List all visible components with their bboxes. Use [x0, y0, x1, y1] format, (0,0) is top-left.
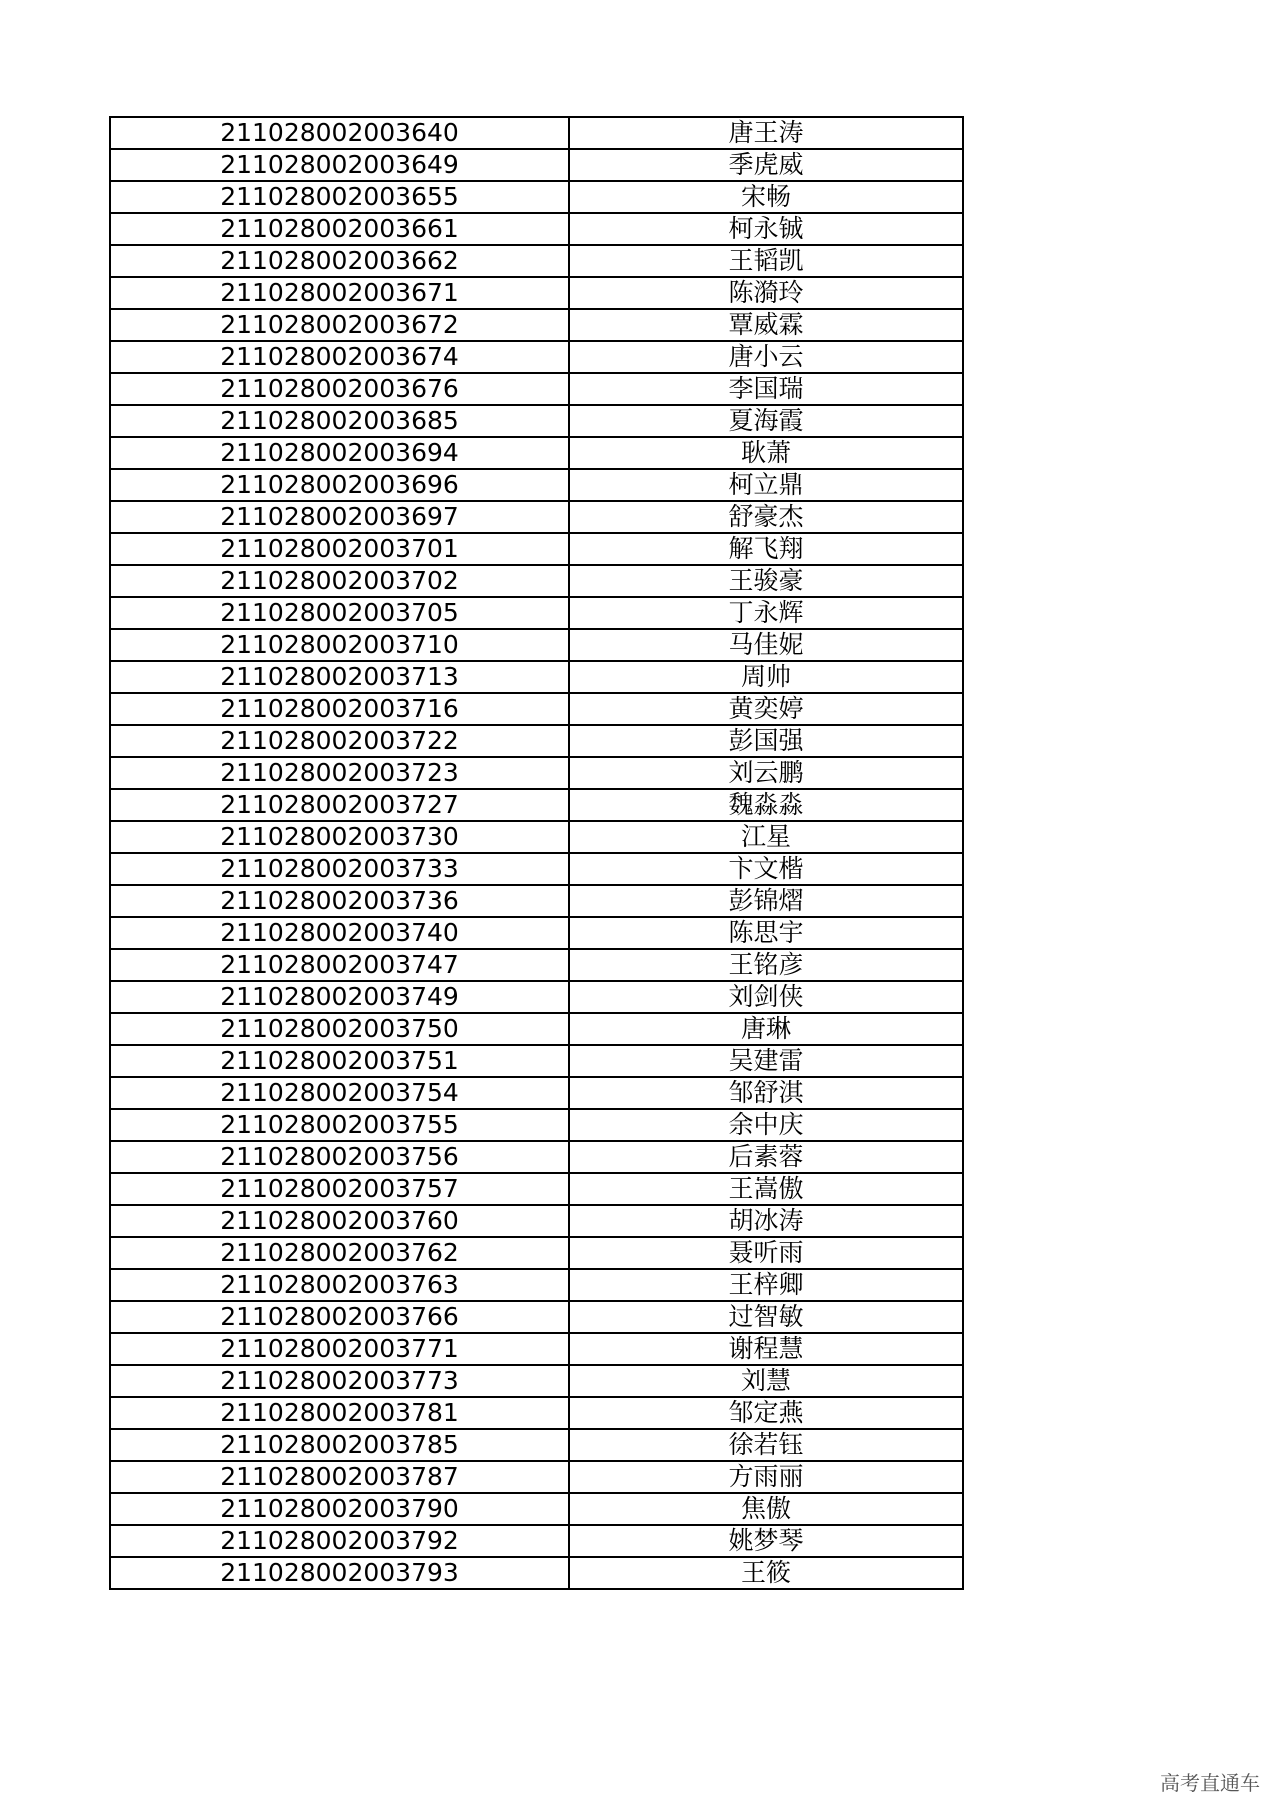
student-name-cell: 邹舒淇 — [569, 1077, 963, 1109]
table-row — [110, 757, 963, 789]
exam-id-cell: 211028002003773 — [110, 1365, 569, 1397]
table-row — [110, 597, 963, 629]
exam-id-cell: 211028002003785 — [110, 1429, 569, 1461]
exam-id-cell: 211028002003751 — [110, 1045, 569, 1077]
student-name-cell: 江星 — [569, 821, 963, 853]
student-name-cell: 余中庆 — [569, 1109, 963, 1141]
exam-id-cell: 211028002003755 — [110, 1109, 569, 1141]
student-name-cell: 焦傲 — [569, 1493, 963, 1525]
student-name-cell: 周帅 — [569, 661, 963, 693]
table-row — [110, 437, 963, 469]
student-name-cell: 王嵩傲 — [569, 1173, 963, 1205]
student-name-cell: 王铭彦 — [569, 949, 963, 981]
student-name-cell: 丁永辉 — [569, 597, 963, 629]
table-row — [110, 1045, 963, 1077]
table-row — [110, 981, 963, 1013]
table-row — [110, 949, 963, 981]
table-row — [110, 245, 963, 277]
exam-id-cell: 211028002003771 — [110, 1333, 569, 1365]
table-row — [110, 885, 963, 917]
student-name-cell: 黄奕婷 — [569, 693, 963, 725]
student-name-cell: 刘剑侠 — [569, 981, 963, 1013]
student-name-cell: 彭锦熠 — [569, 885, 963, 917]
student-name-cell: 卞文楷 — [569, 853, 963, 885]
roster-body — [110, 117, 963, 1589]
student-name-cell: 胡冰涛 — [569, 1205, 963, 1237]
exam-id-cell: 211028002003674 — [110, 341, 569, 373]
student-name-cell: 王骏豪 — [569, 565, 963, 597]
student-name-cell: 唐琳 — [569, 1013, 963, 1045]
exam-id-cell: 211028002003757 — [110, 1173, 569, 1205]
exam-id-cell: 211028002003750 — [110, 1013, 569, 1045]
student-name-cell: 解飞翔 — [569, 533, 963, 565]
exam-id-cell: 211028002003756 — [110, 1141, 569, 1173]
exam-id-cell: 211028002003722 — [110, 725, 569, 757]
exam-id-cell: 211028002003766 — [110, 1301, 569, 1333]
exam-id-cell: 211028002003723 — [110, 757, 569, 789]
table-row — [110, 1173, 963, 1205]
exam-id-cell: 211028002003649 — [110, 149, 569, 181]
student-name-cell: 舒豪杰 — [569, 501, 963, 533]
table-row — [110, 309, 963, 341]
table-row — [110, 181, 963, 213]
student-name-cell: 柯立鼎 — [569, 469, 963, 501]
student-name-cell: 姚梦琴 — [569, 1525, 963, 1557]
exam-id-cell: 211028002003740 — [110, 917, 569, 949]
table-row — [110, 373, 963, 405]
table-row — [110, 1493, 963, 1525]
table-row — [110, 533, 963, 565]
exam-id-cell: 211028002003705 — [110, 597, 569, 629]
table-row — [110, 469, 963, 501]
student-name-cell: 刘云鹏 — [569, 757, 963, 789]
student-name-cell: 覃威霖 — [569, 309, 963, 341]
student-name-cell: 马佳妮 — [569, 629, 963, 661]
exam-id-cell: 211028002003730 — [110, 821, 569, 853]
table-row — [110, 821, 963, 853]
exam-id-cell: 211028002003661 — [110, 213, 569, 245]
exam-id-cell: 211028002003710 — [110, 629, 569, 661]
student-name-cell: 王韬凯 — [569, 245, 963, 277]
exam-id-cell: 211028002003754 — [110, 1077, 569, 1109]
student-name-cell: 唐小云 — [569, 341, 963, 373]
table-row — [110, 789, 963, 821]
student-name-cell: 王筱 — [569, 1557, 963, 1589]
table-row — [110, 725, 963, 757]
table-row — [110, 1301, 963, 1333]
student-name-cell: 陈漪玲 — [569, 277, 963, 309]
table-row — [110, 1397, 963, 1429]
exam-id-cell: 211028002003685 — [110, 405, 569, 437]
student-name-cell: 聂听雨 — [569, 1237, 963, 1269]
exam-id-cell: 211028002003676 — [110, 373, 569, 405]
table-row — [110, 341, 963, 373]
exam-id-cell: 211028002003733 — [110, 853, 569, 885]
table-row — [110, 917, 963, 949]
exam-id-cell: 211028002003694 — [110, 437, 569, 469]
student-name-cell: 唐王涛 — [569, 117, 963, 149]
exam-id-cell: 211028002003781 — [110, 1397, 569, 1429]
exam-id-cell: 211028002003762 — [110, 1237, 569, 1269]
table-row — [110, 693, 963, 725]
exam-id-cell: 211028002003787 — [110, 1461, 569, 1493]
exam-id-cell: 211028002003716 — [110, 693, 569, 725]
table-row — [110, 629, 963, 661]
student-name-cell: 方雨丽 — [569, 1461, 963, 1493]
exam-id-cell: 211028002003790 — [110, 1493, 569, 1525]
student-name-cell: 后素蓉 — [569, 1141, 963, 1173]
exam-id-cell: 211028002003655 — [110, 181, 569, 213]
table-row — [110, 1365, 963, 1397]
student-name-cell: 吴建雷 — [569, 1045, 963, 1077]
exam-id-cell: 211028002003671 — [110, 277, 569, 309]
table-row — [110, 1269, 963, 1301]
table-row — [110, 1333, 963, 1365]
student-name-cell: 陈思宇 — [569, 917, 963, 949]
student-name-cell: 谢程慧 — [569, 1333, 963, 1365]
exam-id-cell: 211028002003727 — [110, 789, 569, 821]
table-row — [110, 1109, 963, 1141]
exam-id-cell: 211028002003697 — [110, 501, 569, 533]
student-name-cell: 邹定燕 — [569, 1397, 963, 1429]
exam-id-cell: 211028002003701 — [110, 533, 569, 565]
exam-id-cell: 211028002003713 — [110, 661, 569, 693]
exam-id-cell: 211028002003736 — [110, 885, 569, 917]
student-name-cell: 宋畅 — [569, 181, 963, 213]
student-name-cell: 王梓卿 — [569, 1269, 963, 1301]
table-row — [110, 501, 963, 533]
student-name-cell: 刘慧 — [569, 1365, 963, 1397]
roster-table — [109, 116, 964, 1590]
table-row — [110, 405, 963, 437]
table-row — [110, 1077, 963, 1109]
exam-id-cell: 211028002003760 — [110, 1205, 569, 1237]
exam-id-cell: 211028002003763 — [110, 1269, 569, 1301]
table-row — [110, 1141, 963, 1173]
exam-id-cell: 211028002003747 — [110, 949, 569, 981]
student-name-cell: 季虎威 — [569, 149, 963, 181]
student-name-cell: 柯永铖 — [569, 213, 963, 245]
student-name-cell: 夏海霞 — [569, 405, 963, 437]
table-row — [110, 277, 963, 309]
table-row — [110, 1461, 963, 1493]
student-name-cell: 耿萧 — [569, 437, 963, 469]
student-name-cell: 徐若钰 — [569, 1429, 963, 1461]
table-row — [110, 1429, 963, 1461]
student-name-cell: 魏淼淼 — [569, 789, 963, 821]
exam-id-cell: 211028002003749 — [110, 981, 569, 1013]
exam-id-cell: 211028002003792 — [110, 1525, 569, 1557]
exam-id-cell: 211028002003640 — [110, 117, 569, 149]
table-row — [110, 1013, 963, 1045]
exam-id-cell: 211028002003702 — [110, 565, 569, 597]
watermark-text: 高考直通车 — [1160, 1771, 1260, 1795]
table-row — [110, 149, 963, 181]
table-row — [110, 1525, 963, 1557]
exam-id-cell: 211028002003672 — [110, 309, 569, 341]
table-row — [110, 1205, 963, 1237]
student-name-cell: 过智敏 — [569, 1301, 963, 1333]
table-row — [110, 213, 963, 245]
table-row — [110, 661, 963, 693]
exam-id-cell: 211028002003662 — [110, 245, 569, 277]
table-row — [110, 1557, 963, 1589]
table-row — [110, 565, 963, 597]
student-name-cell: 李国瑞 — [569, 373, 963, 405]
table-row — [110, 1237, 963, 1269]
table-row — [110, 117, 963, 149]
exam-id-cell: 211028002003696 — [110, 469, 569, 501]
table-row — [110, 853, 963, 885]
student-name-cell: 彭国强 — [569, 725, 963, 757]
exam-id-cell: 211028002003793 — [110, 1557, 569, 1589]
